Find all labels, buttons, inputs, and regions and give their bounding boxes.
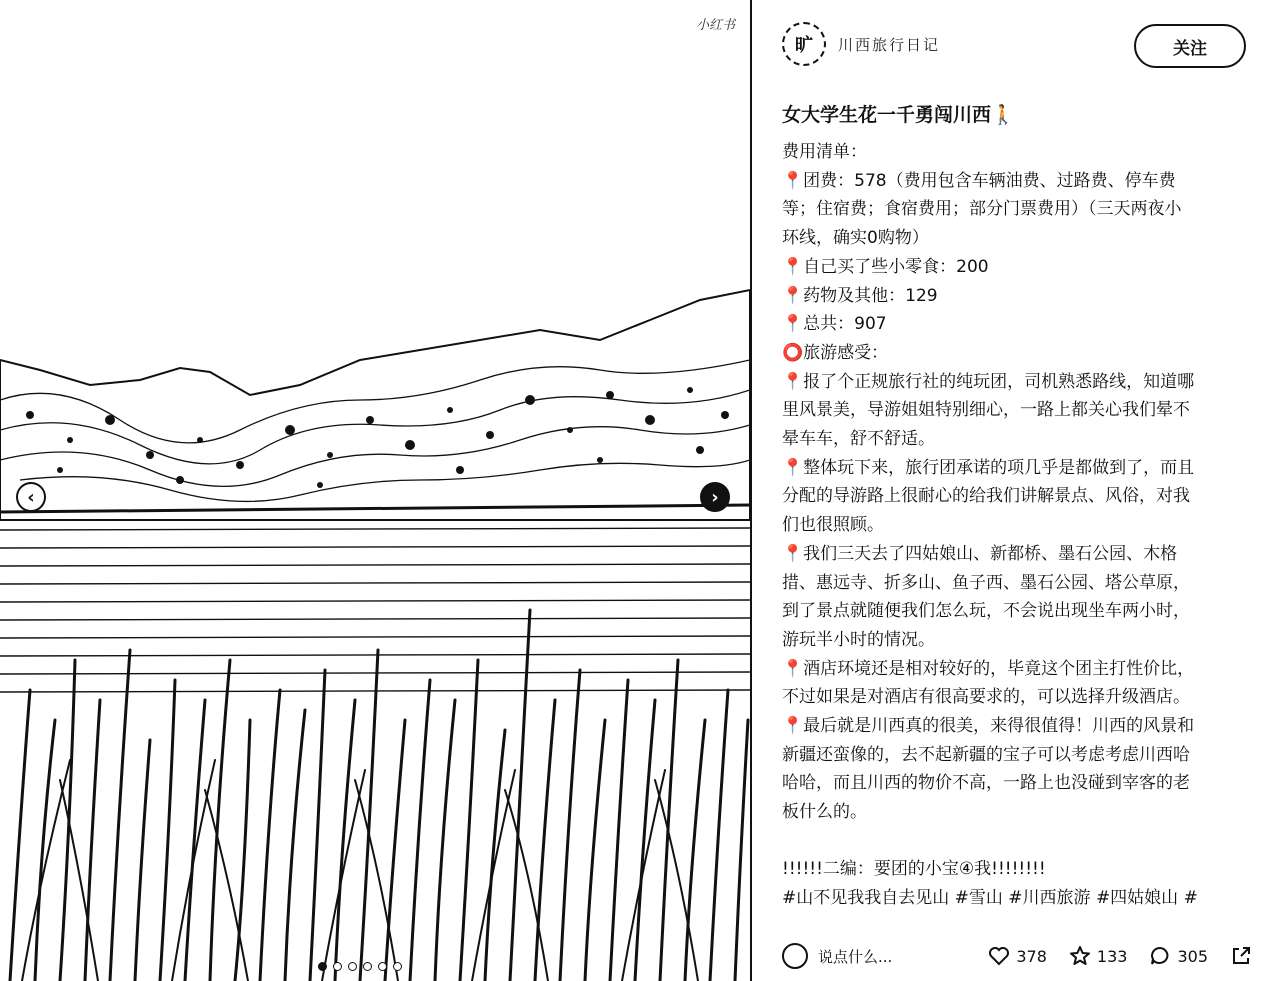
post-line: 到了景点就随便我们怎么玩，不会说出现坐车两小时，: [782, 601, 1190, 622]
share-button[interactable]: [1230, 945, 1252, 967]
author-info[interactable]: [782, 22, 1088, 66]
post-line: 晕车车，舒不舒适。: [782, 429, 935, 450]
comment-input[interactable]: 说点什么...: [818, 947, 893, 966]
post-line: 📍酒店环境还是相对较好的，毕竟这个团主打性价比，: [782, 658, 1195, 679]
collect-count: 133: [1096, 946, 1128, 966]
carousel-dot[interactable]: [393, 962, 402, 971]
post-line: 📍整体玩下来，旅行团承诺的项几乎是都做到了，而且: [782, 457, 1195, 478]
post-line: 板什么的。: [782, 802, 867, 823]
post-line: 📍自己买了些小零食：200: [782, 256, 989, 277]
post-note: !!!!!!二编：要团的小宝④我!!!!!!!!: [782, 858, 1046, 879]
follow-button[interactable]: 关注: [1134, 24, 1246, 68]
engagement-bar: [782, 936, 1252, 976]
star-icon: [1069, 945, 1091, 967]
previous-image-button[interactable]: [16, 482, 46, 512]
post-line: 分配的导游路上很耐心的给我们讲解景点、风俗，对我: [782, 486, 1190, 507]
carousel-dot[interactable]: [363, 962, 372, 971]
post-line: 📍药物及其他：129: [782, 285, 938, 306]
collect-button[interactable]: [1069, 945, 1128, 967]
comment-button[interactable]: [1149, 945, 1208, 967]
post-title: 女大学生花一千勇闯川西🚶: [782, 104, 1015, 126]
post-body: [782, 138, 1252, 827]
post-line: 📍报了个正规旅行社的纯玩团，司机熟悉路线，知道哪: [782, 371, 1195, 392]
post-line: 哈哈，而且川西的物价不高，一路上也没碰到宰客的老: [782, 773, 1190, 794]
post-line: 📍我们三天去了四姑娘山、新都桥、墨石公园、木格: [782, 543, 1178, 564]
carousel-dot[interactable]: [378, 962, 387, 971]
carousel-dot[interactable]: [348, 962, 357, 971]
post-content: [782, 98, 1252, 916]
user-avatar: [782, 943, 808, 969]
share-icon: [1230, 945, 1252, 967]
like-count: 378: [1016, 946, 1047, 966]
carousel-indicator: [318, 962, 402, 971]
avatar-text: 旷: [795, 35, 813, 56]
post-panel: [752, 0, 1280, 981]
post-line: 不过如果是对酒店有很高要求的，可以选择升级酒店。: [782, 687, 1190, 708]
carousel-dot[interactable]: [333, 962, 342, 971]
post-line: 措、惠远寺、折多山、鱼子西、墨石公园、塔公草原，: [782, 572, 1190, 593]
post-line: 📍最后就是川西真的很美，来得很值得！川西的风景和: [782, 716, 1195, 737]
post-line: 环线，确实0购物）: [782, 228, 929, 249]
post-line: 费用清单：: [782, 142, 867, 162]
carousel-dot[interactable]: [318, 962, 327, 971]
post-line: 新疆还蛮像的，去不起新疆的宝子可以考虑考虑川西哈: [782, 744, 1190, 765]
post-line: 们也很照顾。: [782, 515, 884, 536]
like-button[interactable]: [988, 946, 1047, 966]
post-line: 游玩半小时的情况。: [782, 629, 935, 650]
comment-count: 305: [1177, 946, 1208, 966]
chevron-right-icon: ›: [711, 486, 719, 508]
post-tags[interactable]: #山不见我我自去见山 #雪山 #川西旅游 #四姑娘山 #: [782, 887, 1198, 908]
watermark: 小红书: [696, 18, 736, 33]
next-image-button[interactable]: [700, 482, 730, 512]
post-line: 等；住宿费；食宿费用；部分门票费用）（三天两夜小: [782, 199, 1182, 220]
post-line: ⭕旅游感受：: [782, 342, 889, 363]
post-line: 📍总共：907: [782, 314, 887, 335]
author-avatar[interactable]: [782, 22, 826, 66]
comment-icon: [1149, 945, 1171, 967]
post-line: 📍团费：578（费用包含车辆油费、过路费、停车费: [782, 170, 1176, 191]
author-name[interactable]: 川西旅行日记: [838, 36, 941, 54]
post-line: 里风景美，导游姐姐特别细心，一路上都关心我们晕不: [782, 400, 1190, 421]
chevron-left-icon: ‹: [27, 486, 35, 508]
heart-icon: [988, 946, 1010, 966]
